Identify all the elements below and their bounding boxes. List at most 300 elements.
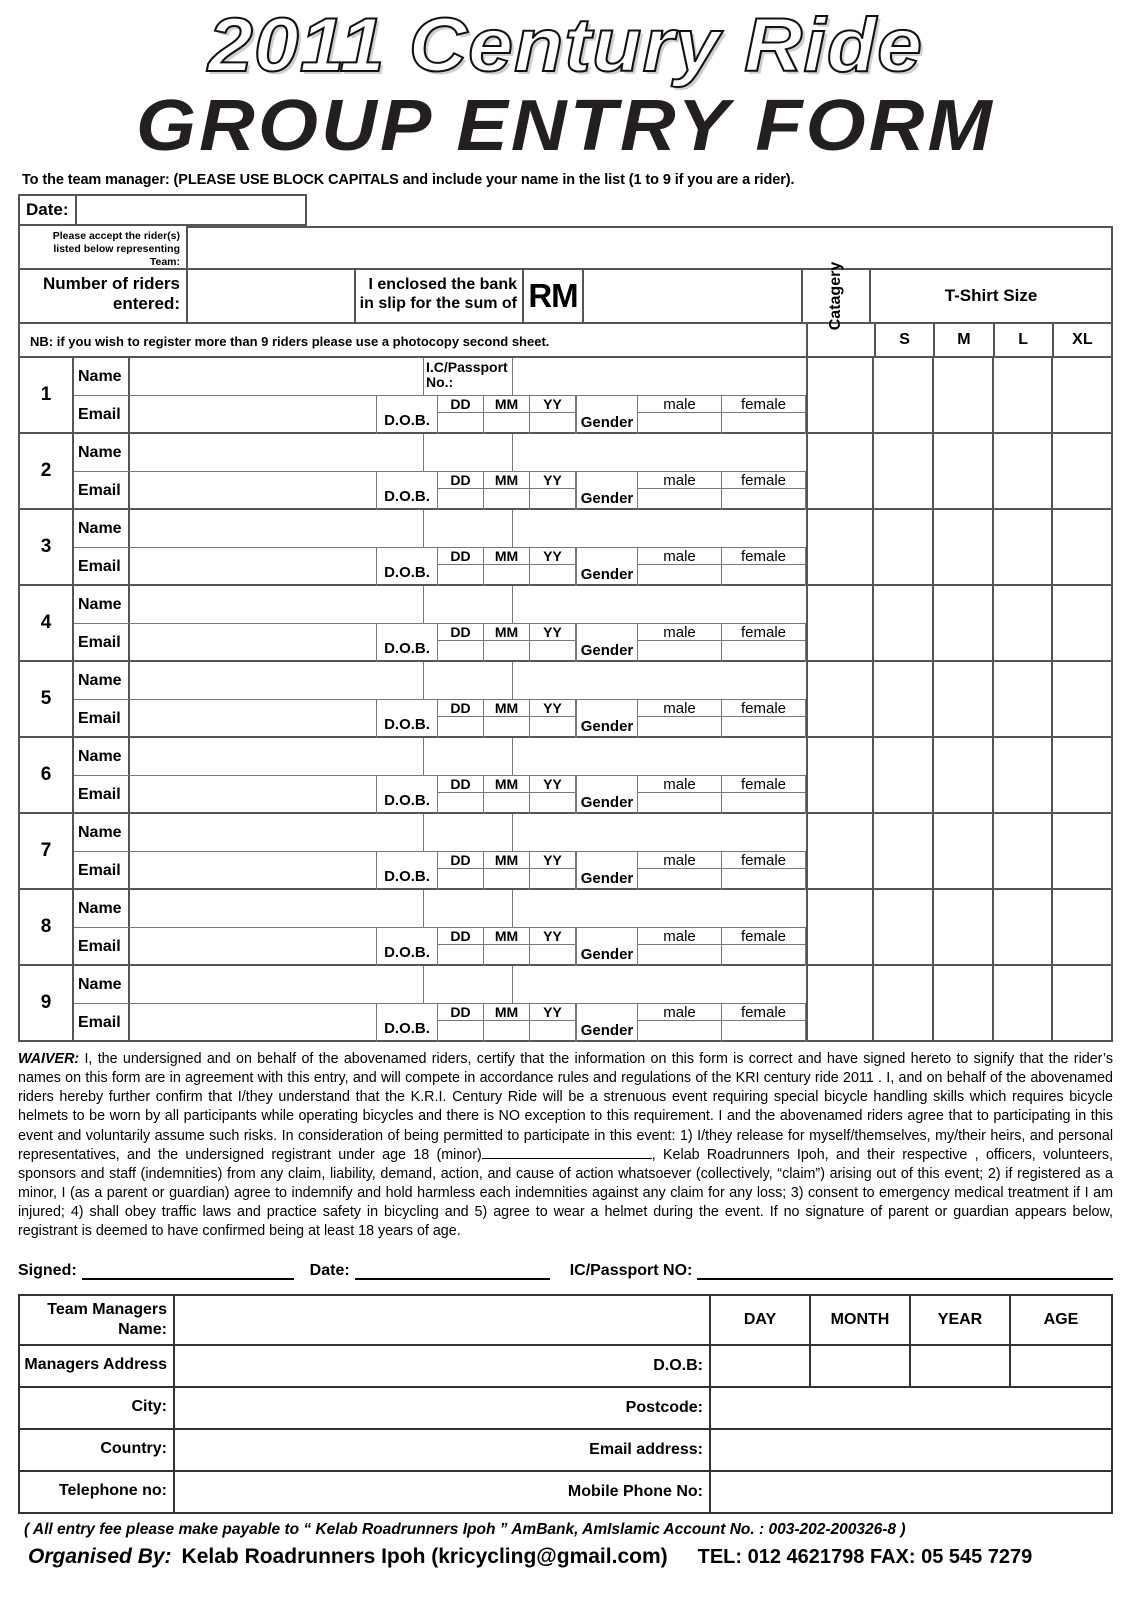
rider-email-input[interactable] xyxy=(130,1004,376,1042)
rider-ic-input[interactable] xyxy=(513,510,806,547)
rider-gender-female[interactable] xyxy=(722,548,806,586)
bank-slip-label: I enclosed the bank in slip for the sum of xyxy=(356,270,524,324)
dd-input[interactable] xyxy=(438,565,483,586)
rider-dob-month[interactable] xyxy=(484,396,530,434)
manager-country-label: Country: xyxy=(20,1430,175,1470)
manager-email-label: Email address: xyxy=(175,1430,711,1470)
rider-dob-day[interactable] xyxy=(438,852,484,890)
waiver-minor-blank[interactable] xyxy=(482,1158,652,1159)
footer-organiser xyxy=(18,1545,1123,1569)
category-header xyxy=(803,261,871,331)
mm-input[interactable] xyxy=(484,717,529,738)
rider-size-m[interactable] xyxy=(934,814,994,888)
rider-category-input[interactable] xyxy=(806,814,874,888)
rider-size-cells xyxy=(874,814,1113,888)
rider-size-m[interactable] xyxy=(934,358,994,432)
rider-gender-female[interactable] xyxy=(722,624,806,662)
manager-email-input[interactable] xyxy=(711,1430,1111,1470)
female-header: female xyxy=(722,548,805,565)
yy-header: YY xyxy=(530,548,575,565)
dd-input[interactable] xyxy=(438,945,483,966)
rider-name-input[interactable] xyxy=(130,814,423,851)
rider-gender-label: Gender xyxy=(576,700,638,738)
yy-input[interactable] xyxy=(530,945,575,966)
manager-mobile-label: Mobile Phone No: xyxy=(175,1472,711,1512)
yy-header: YY xyxy=(530,928,575,945)
mm-input[interactable] xyxy=(484,945,529,966)
male-header: male xyxy=(638,852,721,869)
rider-email-input[interactable] xyxy=(130,548,376,586)
rider-ic-input[interactable] xyxy=(513,586,806,623)
rider-fields xyxy=(74,738,806,812)
rider-dob-year[interactable] xyxy=(530,396,576,434)
size-header-row xyxy=(876,324,1113,358)
female-checkbox[interactable] xyxy=(722,945,805,966)
signature-ic-input[interactable] xyxy=(697,1265,1113,1280)
rider-dob-year[interactable] xyxy=(530,548,576,586)
rider-fields xyxy=(74,510,806,584)
dd-header: DD xyxy=(438,396,483,413)
rider-size-xl[interactable] xyxy=(1053,510,1113,584)
rider-name-label: Name xyxy=(74,738,130,775)
manager-postcode-input[interactable] xyxy=(711,1388,1111,1428)
rider-dob-month[interactable] xyxy=(484,852,530,890)
rider-gender-male[interactable] xyxy=(638,1004,722,1042)
mm-input[interactable] xyxy=(484,793,529,814)
dd-input[interactable] xyxy=(438,641,483,662)
rider-dob-month[interactable] xyxy=(484,928,530,966)
female-checkbox[interactable] xyxy=(722,717,805,738)
rider-size-m[interactable] xyxy=(934,510,994,584)
rider-gender-male[interactable] xyxy=(638,700,722,738)
nb-note: NB: if you wish to register more than 9 riders please use a photocopy second sheet. xyxy=(18,324,808,358)
rider-gender-female[interactable] xyxy=(722,700,806,738)
rider-category-input[interactable] xyxy=(806,966,874,1040)
dd-input[interactable] xyxy=(438,413,483,434)
rider-category-input[interactable] xyxy=(806,358,874,432)
rider-row xyxy=(20,738,1113,814)
male-checkbox[interactable] xyxy=(638,641,721,662)
male-checkbox[interactable] xyxy=(638,565,721,586)
male-header: male xyxy=(638,548,721,565)
rider-name-label: Name xyxy=(74,434,130,471)
rider-ic-label xyxy=(423,966,513,1003)
waiver-part2: , Kelab Roadrunners Ipoh, and their respective , officers, volunteers, sponsors and staff (indemnities) from any claim, liability, demand, action, and cause of action whatsoever (collectively, “claim”) arising out of this event; 2) if registered as a minor, I (as a parent or guardian) agree to indemnify and hold harmless each indemnities against any claim for any loss; 3) consent to emergency medical treatment if I am injured; 4) shall obey traffic laws and practice safety in bicycling and 5) agree to wear a helmet during the event. If no signature of parent or guardian appears below, registrant is deemed to have confirmed being at least 18 years of age. xyxy=(18,1146,1113,1240)
female-header: female xyxy=(722,776,805,793)
rider-gender-male[interactable] xyxy=(638,852,722,890)
signed-input[interactable] xyxy=(82,1265,294,1280)
rider-name-input[interactable] xyxy=(130,434,423,471)
rider-name-label: Name xyxy=(74,586,130,623)
rider-name-label: Name xyxy=(74,358,130,395)
manager-address-label: Managers Address xyxy=(20,1346,175,1386)
rider-ic-input[interactable] xyxy=(513,434,806,471)
waiver-part1: I, the undersigned and on behalf of the abovenamed riders, certify that the information on this form is correct and have signed hereto to signify that the rider’s names on this form are in agreement with this entry, and will compete in accordance rules and regulations of the KRI century ride 2011 . I, and on behalf of the abovenamed riders hereby further confirm that I/they understand that the K.R.I. Century Ride will be a strenuous event requiring special bicycle handling skills which requires bicycle helmets to be worn by all participants while operating bicycles and there is NO exception to this requirement. I and the abovenamed riders agree that to participating in this event and voluntarily assume such risks. In consideration of being permitted to participate in this event: 1) I/they release for myself/themselves, my/their heirs, and personal representatives, and the undersigned registrant under age 18 (minor) xyxy=(18,1051,1113,1163)
yy-header: YY xyxy=(530,700,575,717)
rider-dob-label: D.O.B. xyxy=(376,472,438,510)
female-header: female xyxy=(722,624,805,641)
rider-category-input[interactable] xyxy=(806,738,874,812)
team-row xyxy=(18,226,1113,270)
rider-size-m[interactable] xyxy=(934,890,994,964)
yy-header: YY xyxy=(530,776,575,793)
dd-input[interactable] xyxy=(438,1021,483,1042)
signature-date-input[interactable] xyxy=(355,1265,550,1280)
size-col-s: S xyxy=(876,324,935,356)
manager-name-input[interactable] xyxy=(175,1296,711,1344)
rider-email-label: Email xyxy=(74,548,130,586)
riders-entered-input[interactable] xyxy=(188,270,356,324)
manager-postcode-label: Postcode: xyxy=(175,1388,711,1428)
rider-size-xl[interactable] xyxy=(1053,586,1113,660)
rider-size-xl[interactable] xyxy=(1053,358,1113,432)
rider-size-l[interactable] xyxy=(994,890,1054,964)
rider-row xyxy=(20,890,1113,966)
rider-dob-day[interactable] xyxy=(438,472,484,510)
rider-gender-female[interactable] xyxy=(722,1004,806,1042)
rider-size-l[interactable] xyxy=(994,434,1054,508)
manager-instruction: To the team manager: (PLEASE USE BLOCK CAPITALS and include your name in the list (1 to 9 if you are a rider). xyxy=(22,172,795,188)
rider-gender-female[interactable] xyxy=(722,776,806,814)
waiver-text xyxy=(18,1050,1113,1242)
dd-header: DD xyxy=(438,852,483,869)
rider-size-s[interactable] xyxy=(874,738,934,812)
dob-col-year-header: YEAR xyxy=(911,1296,1011,1344)
dd-input[interactable] xyxy=(438,869,483,890)
rider-size-m[interactable] xyxy=(934,586,994,660)
rider-dob-month[interactable] xyxy=(484,700,530,738)
rider-dob-label: D.O.B. xyxy=(376,852,438,890)
rider-size-l[interactable] xyxy=(994,966,1054,1040)
yy-input[interactable] xyxy=(530,793,575,814)
manager-address-row xyxy=(20,1346,1111,1388)
category-label: Catagery xyxy=(827,261,844,331)
rider-gender-label: Gender xyxy=(576,1004,638,1042)
female-checkbox[interactable] xyxy=(722,413,805,434)
rider-dob-label: D.O.B. xyxy=(376,624,438,662)
rider-gender-label: Gender xyxy=(576,852,638,890)
rider-dob-month[interactable] xyxy=(484,472,530,510)
rider-size-cells xyxy=(874,510,1113,584)
male-checkbox[interactable] xyxy=(638,793,721,814)
mm-header: MM xyxy=(484,700,529,717)
female-checkbox[interactable] xyxy=(722,565,805,586)
rider-index: 1 xyxy=(20,358,74,432)
manager-dob-age-input[interactable] xyxy=(1011,1346,1111,1386)
rider-size-cells xyxy=(874,586,1113,660)
rider-size-s[interactable] xyxy=(874,510,934,584)
date-label: Date: xyxy=(18,194,77,226)
rider-size-xl[interactable] xyxy=(1053,738,1113,812)
manager-telephone-label: Telephone no: xyxy=(20,1472,175,1512)
size-col-xl: XL xyxy=(1054,324,1113,356)
rider-size-xl[interactable] xyxy=(1053,434,1113,508)
female-checkbox[interactable] xyxy=(722,1021,805,1042)
mm-header: MM xyxy=(484,472,529,489)
rider-index: 5 xyxy=(20,662,74,736)
female-header: female xyxy=(722,472,805,489)
mm-header: MM xyxy=(484,624,529,641)
rider-size-xl[interactable] xyxy=(1053,966,1113,1040)
rider-dob-day[interactable] xyxy=(438,396,484,434)
rider-ic-input[interactable] xyxy=(513,662,806,699)
rider-category-input[interactable] xyxy=(806,510,874,584)
rider-gender-male[interactable] xyxy=(638,624,722,662)
manager-dob-year-input[interactable] xyxy=(911,1346,1011,1386)
rider-size-l[interactable] xyxy=(994,510,1054,584)
signature-date-label: Date: xyxy=(309,1261,350,1279)
rider-ic-label xyxy=(423,434,513,471)
mm-input[interactable] xyxy=(484,489,529,510)
rider-dob-month[interactable] xyxy=(484,776,530,814)
rider-size-s[interactable] xyxy=(874,890,934,964)
rider-email-input[interactable] xyxy=(130,928,376,966)
rider-dob-label: D.O.B. xyxy=(376,1004,438,1042)
rider-fields xyxy=(74,434,806,508)
rider-gender-label: Gender xyxy=(576,928,638,966)
rider-dob-year[interactable] xyxy=(530,624,576,662)
rider-email-label: Email xyxy=(74,928,130,966)
yy-input[interactable] xyxy=(530,641,575,662)
rider-name-label: Name xyxy=(74,890,130,927)
male-header: male xyxy=(638,928,721,945)
rider-dob-year[interactable] xyxy=(530,852,576,890)
currency-label: RM xyxy=(524,270,584,324)
rider-dob-month[interactable] xyxy=(484,548,530,586)
rider-size-m[interactable] xyxy=(934,966,994,1040)
signed-label: Signed: xyxy=(18,1261,77,1279)
dd-header: DD xyxy=(438,624,483,641)
rider-email-input[interactable] xyxy=(130,776,376,814)
rider-size-l[interactable] xyxy=(994,586,1054,660)
event-title: 2011 Century Ride xyxy=(207,3,923,88)
rider-row xyxy=(20,662,1113,738)
dd-header: DD xyxy=(438,472,483,489)
signature-row xyxy=(18,1262,1113,1280)
rider-ic-input[interactable] xyxy=(513,814,806,851)
rider-size-s[interactable] xyxy=(874,358,934,432)
nb-row xyxy=(18,324,1113,358)
rider-ic-input[interactable] xyxy=(513,738,806,775)
yy-input[interactable] xyxy=(530,1021,575,1042)
mm-header: MM xyxy=(484,776,529,793)
rider-email-input[interactable] xyxy=(130,700,376,738)
rider-index: 7 xyxy=(20,814,74,888)
dob-col-age-header: AGE xyxy=(1043,1310,1079,1328)
male-checkbox[interactable] xyxy=(638,945,721,966)
rider-dob-month[interactable] xyxy=(484,1004,530,1042)
rider-gender-male[interactable] xyxy=(638,776,722,814)
female-header: female xyxy=(722,396,805,413)
mm-header: MM xyxy=(484,928,529,945)
manager-dob-label: D.O.B: xyxy=(175,1346,711,1386)
female-checkbox[interactable] xyxy=(722,641,805,662)
rider-fields xyxy=(74,966,806,1040)
dd-input[interactable] xyxy=(438,489,483,510)
yy-header: YY xyxy=(530,624,575,641)
mm-input[interactable] xyxy=(484,413,529,434)
team-label: Please accept the rider(s) listed below representing Team: xyxy=(18,226,188,270)
rider-row xyxy=(20,358,1113,434)
yy-input[interactable] xyxy=(530,565,575,586)
rider-dob-day[interactable] xyxy=(438,1004,484,1042)
rider-dob-year[interactable] xyxy=(530,472,576,510)
rider-name-input[interactable] xyxy=(130,662,423,699)
rider-size-l[interactable] xyxy=(994,358,1054,432)
rider-category-input[interactable] xyxy=(806,434,874,508)
rider-size-s[interactable] xyxy=(874,814,934,888)
rider-gender-male[interactable] xyxy=(638,396,722,434)
rider-ic-input[interactable] xyxy=(513,966,806,1003)
manager-phone-row xyxy=(20,1472,1111,1514)
mm-input[interactable] xyxy=(484,869,529,890)
rider-size-l[interactable] xyxy=(994,662,1054,736)
yy-input[interactable] xyxy=(530,489,575,510)
rider-email-input[interactable] xyxy=(130,852,376,890)
mm-input[interactable] xyxy=(484,1021,529,1042)
rider-name-label: Name xyxy=(74,814,130,851)
manager-dob-month-input[interactable] xyxy=(811,1346,911,1386)
mm-input[interactable] xyxy=(484,641,529,662)
mm-input[interactable] xyxy=(484,565,529,586)
rider-dob-month[interactable] xyxy=(484,624,530,662)
rider-fields xyxy=(74,890,806,964)
rider-category-input[interactable] xyxy=(806,662,874,736)
yy-input[interactable] xyxy=(530,717,575,738)
dd-input[interactable] xyxy=(438,717,483,738)
rider-name-input[interactable] xyxy=(130,358,423,395)
rider-dob-year[interactable] xyxy=(530,776,576,814)
male-checkbox[interactable] xyxy=(638,489,721,510)
rider-size-xl[interactable] xyxy=(1053,662,1113,736)
manager-mobile-input[interactable] xyxy=(711,1472,1111,1512)
rider-email-label: Email xyxy=(74,852,130,890)
rider-gender-male[interactable] xyxy=(638,928,722,966)
female-checkbox[interactable] xyxy=(722,869,805,890)
rider-fields xyxy=(74,662,806,736)
rider-dob-day[interactable] xyxy=(438,776,484,814)
rider-size-l[interactable] xyxy=(994,738,1054,812)
male-header: male xyxy=(638,396,721,413)
rider-fields xyxy=(74,586,806,660)
rider-size-l[interactable] xyxy=(994,814,1054,888)
male-header: male xyxy=(638,624,721,641)
team-input[interactable] xyxy=(188,226,1113,270)
male-checkbox[interactable] xyxy=(638,413,721,434)
amount-input[interactable] xyxy=(584,270,803,324)
male-header: male xyxy=(638,1004,721,1021)
form-title: GROUP ENTRY FORM xyxy=(136,86,995,166)
rider-name-input[interactable] xyxy=(130,510,423,547)
rider-size-xl[interactable] xyxy=(1053,890,1113,964)
rider-index: 2 xyxy=(20,434,74,508)
mm-header: MM xyxy=(484,396,529,413)
rider-gender-female[interactable] xyxy=(722,852,806,890)
female-checkbox[interactable] xyxy=(722,793,805,814)
rider-size-s[interactable] xyxy=(874,586,934,660)
male-checkbox[interactable] xyxy=(638,869,721,890)
rider-dob-day[interactable] xyxy=(438,624,484,662)
female-checkbox[interactable] xyxy=(722,489,805,510)
rider-email-input[interactable] xyxy=(130,396,376,434)
male-checkbox[interactable] xyxy=(638,717,721,738)
dd-input[interactable] xyxy=(438,793,483,814)
payment-note: ( All entry fee please make payable to “ Kelab Roadrunners Ipoh ” AmBank, AmIslamic Account No. : 003-202-200326-8 ) xyxy=(24,1520,906,1538)
rider-ic-label: I.C/Passport No.: xyxy=(423,358,513,395)
manager-city-label: City: xyxy=(20,1388,175,1428)
rider-size-m[interactable] xyxy=(934,738,994,812)
rider-table xyxy=(18,358,1113,1042)
rider-size-cells xyxy=(874,358,1113,432)
rider-dob-label: D.O.B. xyxy=(376,928,438,966)
rider-email-input[interactable] xyxy=(130,624,376,662)
rider-row xyxy=(20,586,1113,662)
rider-dob-year[interactable] xyxy=(530,1004,576,1042)
rider-name-label: Name xyxy=(74,966,130,1003)
rider-category-input[interactable] xyxy=(806,890,874,964)
rider-name-input[interactable] xyxy=(130,738,423,775)
rider-dob-label: D.O.B. xyxy=(376,396,438,434)
rider-gender-label: Gender xyxy=(576,624,638,662)
rider-gender-female[interactable] xyxy=(722,928,806,966)
rider-fields xyxy=(74,814,806,888)
rider-dob-year[interactable] xyxy=(530,928,576,966)
rider-ic-input[interactable] xyxy=(513,358,806,395)
male-checkbox[interactable] xyxy=(638,1021,721,1042)
yy-input[interactable] xyxy=(530,413,575,434)
rider-dob-day[interactable] xyxy=(438,700,484,738)
rider-gender-male[interactable] xyxy=(638,472,722,510)
rider-size-m[interactable] xyxy=(934,434,994,508)
rider-email-input[interactable] xyxy=(130,472,376,510)
rider-dob-day[interactable] xyxy=(438,928,484,966)
rider-gender-male[interactable] xyxy=(638,548,722,586)
riders-and-payment-row xyxy=(18,261,1113,331)
size-col-l: L xyxy=(995,324,1054,356)
rider-ic-input[interactable] xyxy=(513,890,806,927)
rider-size-s[interactable] xyxy=(874,662,934,736)
rider-row xyxy=(20,814,1113,890)
rider-size-xl[interactable] xyxy=(1053,814,1113,888)
rider-ic-label xyxy=(423,662,513,699)
rider-size-m[interactable] xyxy=(934,662,994,736)
mm-header: MM xyxy=(484,548,529,565)
rider-dob-year[interactable] xyxy=(530,700,576,738)
waiver-heading: WAIVER: xyxy=(18,1051,80,1067)
rider-name-input[interactable] xyxy=(130,890,423,927)
rider-gender-female[interactable] xyxy=(722,472,806,510)
manager-country-row xyxy=(20,1430,1111,1472)
rider-size-s[interactable] xyxy=(874,966,934,1040)
rider-ic-label xyxy=(423,814,513,851)
rider-email-label: Email xyxy=(74,472,130,510)
rider-gender-female[interactable] xyxy=(722,396,806,434)
rider-category-input[interactable] xyxy=(806,586,874,660)
rider-size-cells xyxy=(874,434,1113,508)
rider-dob-day[interactable] xyxy=(438,548,484,586)
rider-name-input[interactable] xyxy=(130,966,423,1003)
yy-input[interactable] xyxy=(530,869,575,890)
date-input[interactable] xyxy=(77,194,307,226)
male-header: male xyxy=(638,700,721,717)
rider-row xyxy=(20,510,1113,586)
manager-dob-day-input[interactable] xyxy=(711,1346,811,1386)
male-header: male xyxy=(638,776,721,793)
rider-name-input[interactable] xyxy=(130,586,423,623)
rider-size-s[interactable] xyxy=(874,434,934,508)
rider-gender-label: Gender xyxy=(576,396,638,434)
organised-by-label: Organised By: xyxy=(28,1544,172,1568)
